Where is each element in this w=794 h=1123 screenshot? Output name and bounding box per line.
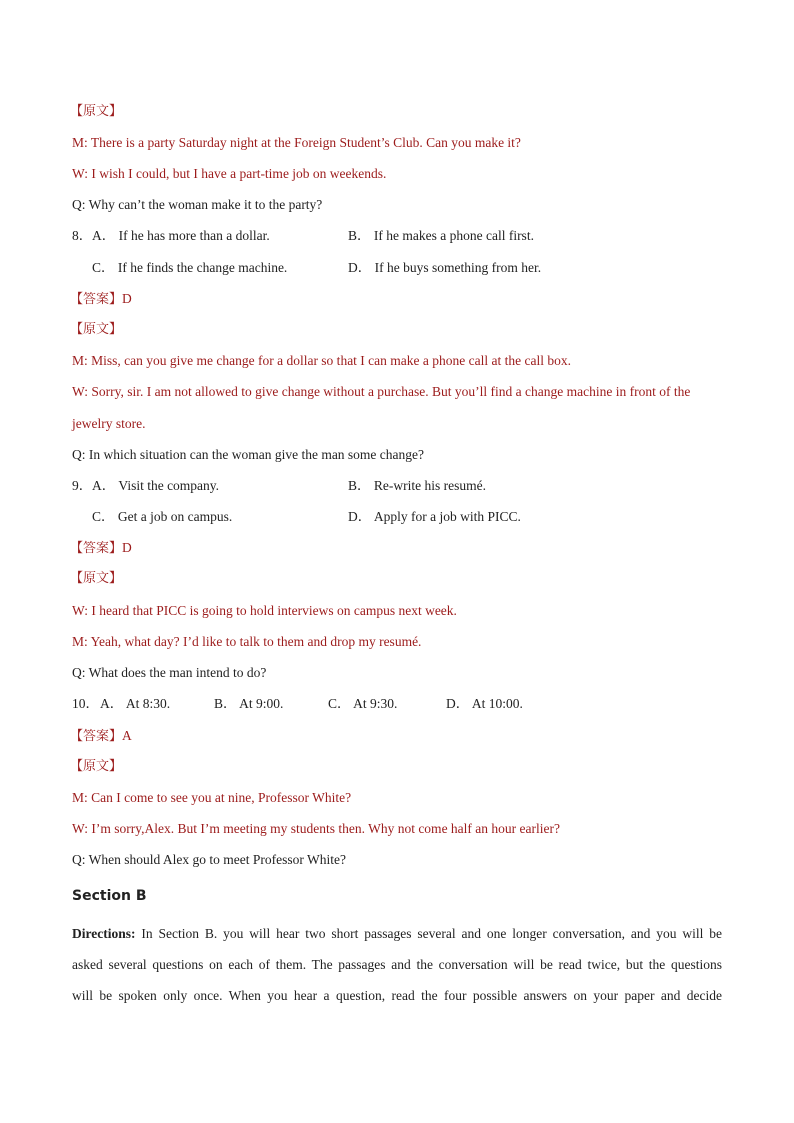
answer-label: 【答案】 bbox=[70, 292, 123, 307]
option-d: D． At 10:00. bbox=[446, 696, 523, 711]
option-a: A． At 8:30. bbox=[100, 696, 171, 711]
section-heading: Section B bbox=[72, 888, 147, 904]
option-b: B． Re-write his resumé. bbox=[348, 478, 486, 493]
transcript-line: M: Miss, can you give me change for a dollar so that I can make a phone call at the call box. bbox=[72, 353, 571, 368]
directions-line bbox=[72, 926, 722, 942]
answer-value: A bbox=[122, 728, 132, 743]
transcript-line: M: There is a party Saturday night at the Foreign Student’s Club. Can you make it? bbox=[72, 135, 521, 150]
option-d: D． Apply for a job with PICC. bbox=[348, 509, 521, 524]
question-number: 8． bbox=[72, 228, 93, 243]
answer-row bbox=[72, 291, 722, 308]
directions-label: Directions: bbox=[72, 926, 136, 941]
option-b: B． At 9:00. bbox=[214, 696, 284, 711]
answer-row bbox=[72, 540, 722, 557]
yuanwen-label: 【原文】 bbox=[70, 571, 123, 586]
transcript-question: Q: Why can’t the woman make it to the party? bbox=[72, 197, 323, 212]
transcript-line: W: Sorry, sir. I am not allowed to give change without a purchase. But you’ll find a change machine in front of the bbox=[72, 384, 691, 399]
question-number: 9． bbox=[72, 478, 93, 493]
transcript-line: M: Yeah, what day? I’d like to talk to them and drop my resumé. bbox=[72, 634, 422, 649]
directions-line: will be spoken only once. When you hear a question, read the four possible answers on your paper and decide bbox=[72, 988, 722, 1003]
answer-label: 【答案】 bbox=[70, 541, 123, 556]
answer-label: 【答案】 bbox=[70, 729, 123, 744]
directions-text: In Section B. you will hear two short passages several and one longer conversation, and you will be bbox=[135, 926, 722, 941]
transcript-line: M: Can I come to see you at nine, Professor White? bbox=[72, 790, 352, 805]
answer-row bbox=[72, 728, 722, 745]
question-number: 10． bbox=[72, 696, 99, 711]
transcript-question: Q: What does the man intend to do? bbox=[72, 665, 267, 680]
option-c: C． If he finds the change machine. bbox=[92, 260, 288, 275]
option-c: C． At 9:30. bbox=[328, 696, 398, 711]
transcript-line: jewelry store. bbox=[72, 416, 146, 431]
answer-value: D bbox=[122, 540, 132, 555]
transcript-line: W: I heard that PICC is going to hold interviews on campus next week. bbox=[72, 603, 457, 618]
answer-value: D bbox=[122, 291, 132, 306]
transcript-question: Q: When should Alex go to meet Professor White? bbox=[72, 852, 346, 867]
yuanwen-label: 【原文】 bbox=[70, 759, 123, 774]
option-a: A． If he has more than a dollar. bbox=[92, 228, 270, 243]
option-b: B． If he makes a phone call first. bbox=[348, 228, 534, 243]
transcript-line: W: I wish I could, but I have a part-time job on weekends. bbox=[72, 166, 387, 181]
yuanwen-label: 【原文】 bbox=[70, 322, 123, 337]
option-d: D． If he buys something from her. bbox=[348, 260, 542, 275]
option-c: C． Get a job on campus. bbox=[92, 509, 233, 524]
transcript-question: Q: In which situation can the woman give the man some change? bbox=[72, 447, 425, 462]
option-a: A． Visit the company. bbox=[92, 478, 220, 493]
transcript-line: W: I’m sorry,Alex. But I’m meeting my students then. Why not come half an hour earlier? bbox=[72, 821, 560, 836]
directions-line: asked several questions on each of them. The passages and the conversation will be read twice, but the questions bbox=[72, 957, 722, 972]
yuanwen-label: 【原文】 bbox=[70, 104, 123, 119]
